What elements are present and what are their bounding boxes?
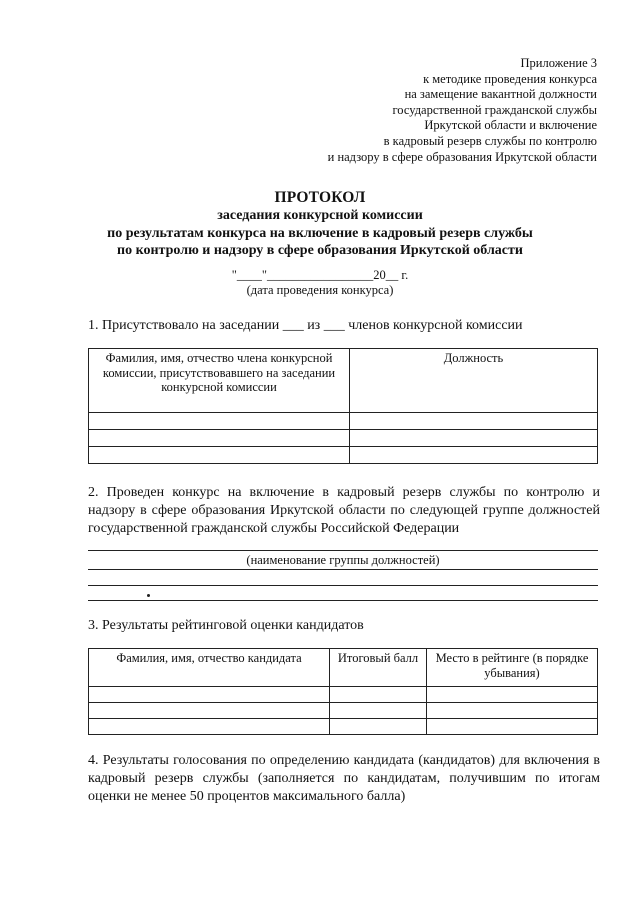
appendix-line: государственной гражданской службы xyxy=(392,102,597,117)
title-line: заседания конкурсной комиссии xyxy=(217,208,423,223)
table-header-row xyxy=(89,349,598,413)
title-main: ПРОТОКОЛ xyxy=(274,189,366,206)
scan-speck xyxy=(147,594,150,597)
table-cell xyxy=(89,447,350,464)
table-cell xyxy=(89,703,330,719)
fill-line xyxy=(88,585,598,586)
table-row xyxy=(89,719,598,735)
appendix-line: Приложение 3 xyxy=(520,56,597,70)
date-caption: (дата проведения конкурса) xyxy=(246,283,394,297)
table-cell xyxy=(330,703,427,719)
group-caption: (наименование группы должностей) xyxy=(246,553,440,567)
fill-line xyxy=(88,550,598,551)
rating-table xyxy=(88,648,598,735)
table-row xyxy=(89,430,598,447)
date-line: "____"_________________20__ г. xyxy=(231,268,409,282)
appendix-line: на замещение вакантной должности xyxy=(404,87,597,102)
section-2-paragraph: 2. Проведен конкурс на включение в кадровый резерв службы по контролю и надзору в сфере образования Иркутской области по следующей группе должностей государственной гражданской службы Российской Федерации xyxy=(88,485,600,536)
table-cell xyxy=(350,447,598,464)
date-block xyxy=(0,268,640,298)
table-cell xyxy=(427,687,598,703)
table-cell xyxy=(350,413,598,430)
document-title xyxy=(40,188,600,260)
table-cell xyxy=(330,687,427,703)
table-header-cell: Место в рейтинге (в порядке убывания) xyxy=(427,649,598,687)
fill-line xyxy=(88,569,598,570)
table-cell xyxy=(89,413,350,430)
appendix-line: и надзору в сфере образования Иркутской области xyxy=(327,149,597,164)
table-header-cell: Должность xyxy=(350,349,598,413)
appendix-note xyxy=(277,56,597,165)
table-cell xyxy=(89,687,330,703)
table-cell xyxy=(427,719,598,735)
appendix-line: Иркутской области и включение xyxy=(424,118,597,133)
table-cell xyxy=(350,430,598,447)
appendix-line: к методике проведения конкурса xyxy=(423,71,597,86)
appendix-line: в кадровый резерв службы по контролю xyxy=(383,133,597,148)
title-line: по результатам конкурса на включение в кадровый резерв службы xyxy=(107,225,533,241)
table-cell xyxy=(89,430,350,447)
table-row xyxy=(89,703,598,719)
fill-line xyxy=(88,600,598,601)
table-row xyxy=(89,687,598,703)
table-row xyxy=(89,447,598,464)
table-header-row xyxy=(89,649,598,687)
table-header-cell: Итоговый балл xyxy=(330,649,427,687)
section-1-heading: 1. Присутствовало на заседании ___ из ___ членов конкурсной комиссии xyxy=(88,318,523,333)
attendance-table xyxy=(88,348,598,464)
table-row xyxy=(89,413,598,430)
table-cell xyxy=(427,703,598,719)
section-4-paragraph: 4. Результаты голосования по определению кандидата (кандидатов) для включения в кадровый резерв службы (заполняется по кандидатам, получившим по итогам оценки не менее 50 процентов максимального балла) xyxy=(88,753,600,804)
section-3-heading: 3. Результаты рейтинговой оценки кандидатов xyxy=(88,618,364,633)
title-line: по контролю и надзору в сфере образования Иркутской области xyxy=(117,243,523,258)
table-cell xyxy=(330,719,427,735)
table-header-cell: Фамилия, имя, отчество члена конкурсной комиссии, присутствовавшего на заседании конкурсной комиссии xyxy=(89,349,350,413)
table-header-cell: Фамилия, имя, отчество кандидата xyxy=(89,649,330,687)
table-cell xyxy=(89,719,330,735)
